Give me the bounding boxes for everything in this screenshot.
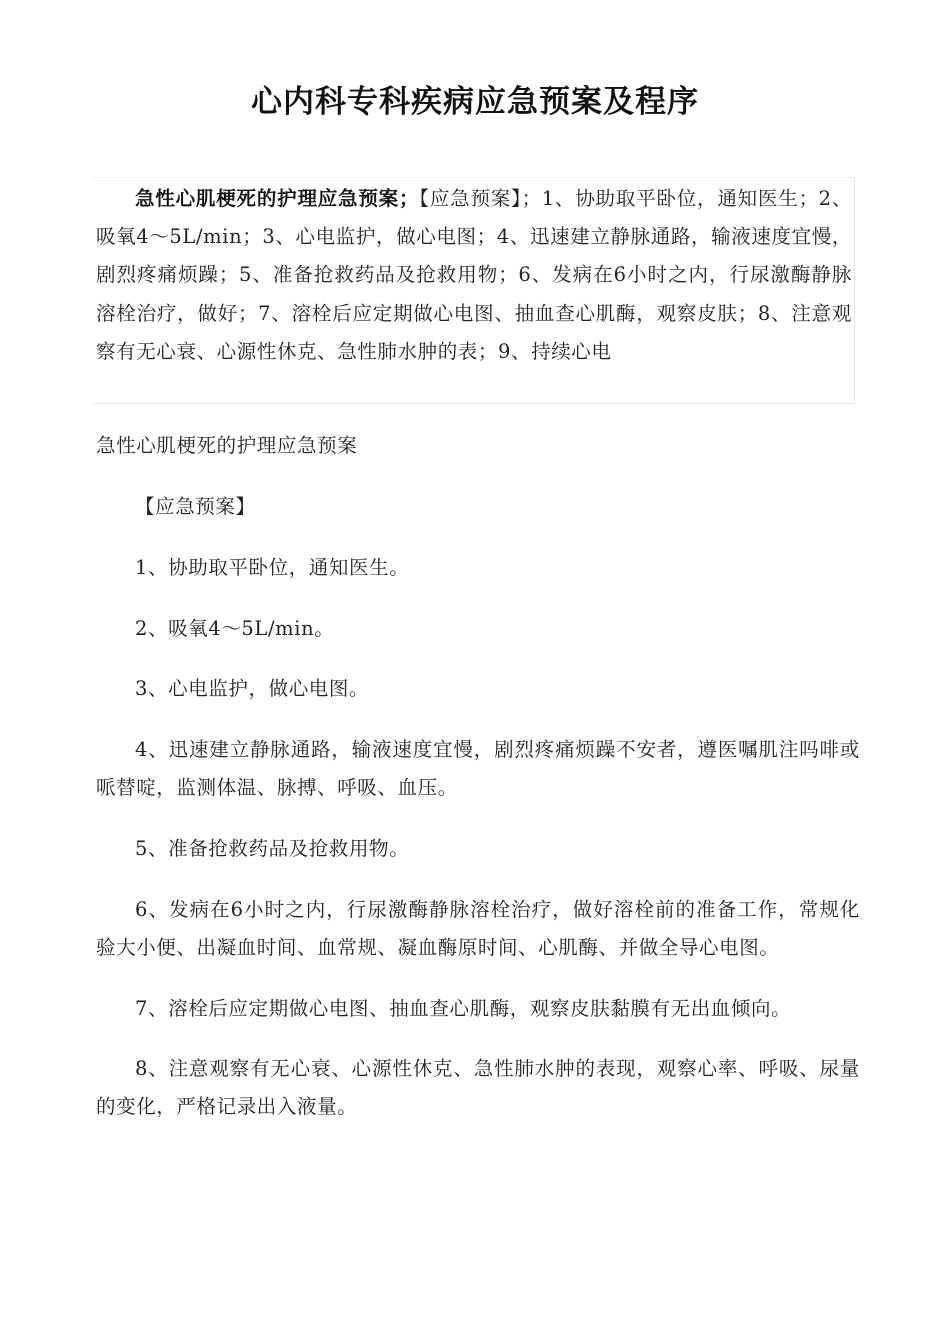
summary-body: 【应急预案】；1、协助取平卧位，通知医生；2、吸氧4～5L/min；3、心电监护，做心电图；4、迅速建立静脉通路，输液速度宜慢，剧烈疼痛烦躁；5、准备抢救药品及抢救用物；6、发病在6小时之内，行尿激酶静脉溶栓治疗，做好；7、溶栓后应定期做心电图、抽血查心肌酶，观察皮肤；8、注意观察有无心衰、心源性休克、急性肺水肿的表；9、持续心电 xyxy=(96,187,852,363)
paragraph-step-4: 4、迅速建立静脉通路，输液速度宜慢，剧烈疼痛烦躁不安者，遵医嘱肌注吗啡或哌替啶，监测体温、脉搏、呼吸、血压。 xyxy=(96,738,860,800)
paragraph-step-1: 1、协助取平卧位，通知医生。 xyxy=(135,555,410,579)
summary-lead: 急性心肌梗死的护理应急预案； xyxy=(135,187,420,210)
paragraph-step-6: 6、发病在6小时之内，行尿激酶静脉溶栓治疗，做好溶栓前的准备工作，常规化验大小便、出凝血时间、血常规、凝血酶原时间、心肌酶、并做全导心电图。 xyxy=(96,897,860,959)
paragraph-step-5: 5、准备抢救药品及抢救用物。 xyxy=(135,836,410,860)
paragraph-step-2: 2、吸氧4～5L/min。 xyxy=(135,616,335,640)
paragraph-step-3: 3、心电监护，做心电图。 xyxy=(135,677,370,701)
paragraph-step-7: 7、溶栓后应定期做心电图、抽血查心肌酶，观察皮肤黏膜有无出血倾向。 xyxy=(135,996,792,1020)
page-title: 心内科专科疾病应急预案及程序 xyxy=(251,84,699,120)
document-body xyxy=(96,427,860,1149)
paragraph-step-8: 8、注意观察有无心衰、心源性休克、急性肺水肿的表现，观察心率、呼吸、尿量的变化，严格记录出入液量。 xyxy=(96,1057,860,1119)
summary-box xyxy=(93,177,855,404)
section-heading: 急性心肌梗死的护理应急预案 xyxy=(96,434,358,457)
paragraph-emergency-plan: 【应急预案】 xyxy=(135,495,256,519)
